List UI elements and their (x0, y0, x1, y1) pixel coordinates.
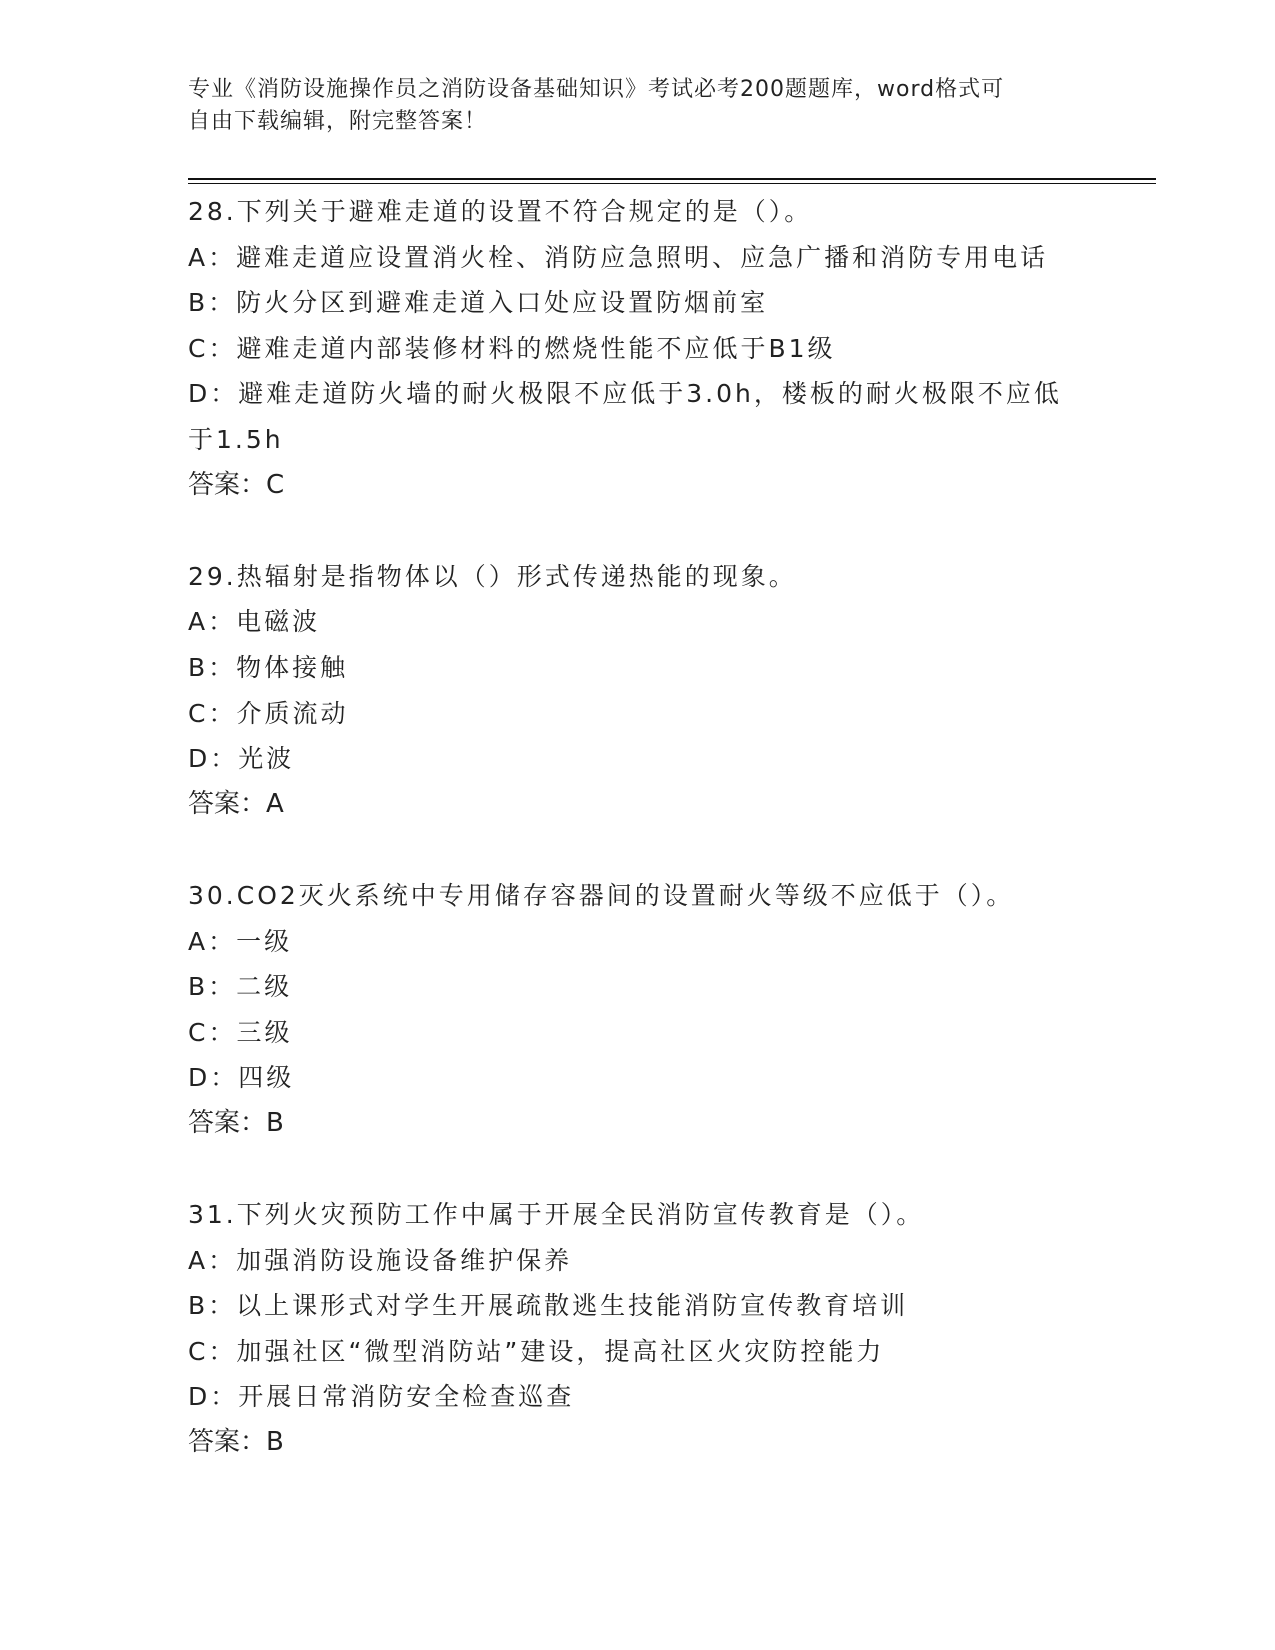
option-c: C：避难走道内部装修材料的燃烧性能不应低于B1级 (188, 333, 836, 363)
option-b: B：以上课形式对学生开展疏散逃生技能消防宣传教育培训 (188, 1291, 909, 1321)
option-b: B：二级 (188, 972, 293, 1002)
answer-label: 答案：A (188, 788, 284, 819)
option-d-continuation: 于1.5h (188, 424, 284, 454)
question-31 (188, 1192, 1088, 1466)
answer-label: 答案：C (188, 469, 285, 500)
option-d: D：避难走道防火墙的耐火极限不应低于3.0h，楼板的耐火极限不应低 (188, 379, 1062, 409)
option-c: C：三级 (188, 1017, 293, 1047)
option-a: A：加强消防设施设备维护保养 (188, 1245, 573, 1275)
document-header (188, 74, 1068, 138)
option-b: B：防火分区到避难走道入口处应设置防烟前室 (188, 288, 769, 318)
question-spacer (188, 508, 1088, 554)
header-line-2: 自由下载编辑，附完整答案！ (188, 109, 488, 134)
question-stem: 31.下列火灾预防工作中属于开展全民消防宣传教育是（）。 (188, 1200, 925, 1230)
question-list (188, 189, 1088, 1466)
option-a: A：电磁波 (188, 607, 321, 637)
question-stem: 29.热辐射是指物体以（）形式传递热能的现象。 (188, 561, 797, 591)
option-a: A：避难走道应设置消火栓、消防应急照明、应急广播和消防专用电话 (188, 242, 1049, 272)
option-d: D：四级 (188, 1063, 295, 1093)
answer-label: 答案：B (188, 1107, 284, 1138)
question-29 (188, 554, 1088, 828)
header-divider-thin (188, 183, 1156, 184)
option-b: B：物体接触 (188, 652, 349, 682)
question-30 (188, 873, 1088, 1147)
question-stem: 28.下列关于避难走道的设置不符合规定的是（）。 (188, 197, 813, 226)
option-d: D：开展日常消防安全检查巡查 (188, 1382, 575, 1412)
option-c: C：加强社区“微型消防站”建设，提高社区火灾防控能力 (188, 1336, 885, 1366)
question-spacer (188, 1146, 1088, 1192)
answer-label: 答案：B (188, 1427, 284, 1458)
header-divider-thick (188, 178, 1156, 180)
question-28 (188, 189, 1088, 508)
option-d: D：光波 (188, 744, 295, 774)
option-a: A：一级 (188, 926, 293, 956)
question-spacer (188, 827, 1088, 873)
option-c: C：介质流动 (188, 698, 349, 728)
header-line-1: 专业《消防设施操作员之消防设备基础知识》考试必考200题题库，word格式可 (188, 77, 1005, 102)
question-stem: 30.CO2灭火系统中专用储存容器间的设置耐火等级不应低于（）。 (188, 880, 1015, 910)
